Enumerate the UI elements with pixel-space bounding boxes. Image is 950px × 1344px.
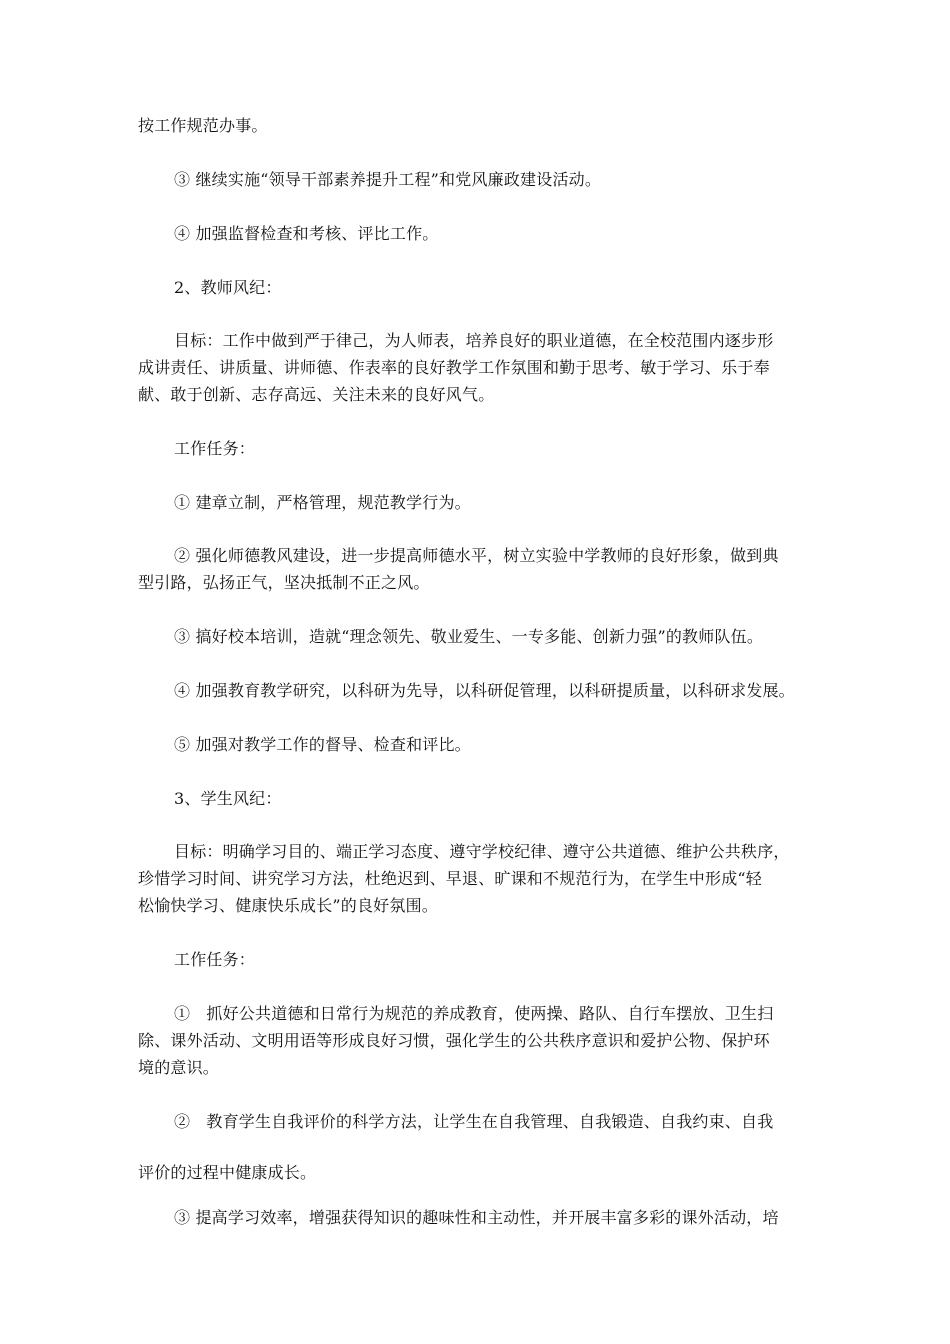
section-heading: 3、学生风纪：: [174, 789, 282, 808]
subsection-heading: 工作任务：: [174, 439, 256, 458]
text-line: 松愉快学习、健康快乐成长”的良好氛围。: [138, 896, 438, 915]
list-item: ① 抓好公共道德和日常行为规范的养成教育，使两操、路队、自行车摆放、卫生扫: [174, 1004, 774, 1023]
subsection-heading: 工作任务：: [174, 950, 256, 969]
list-item: ② 强化师德教风建设，进一步提高师德水平，树立实验中学教师的良好形象，做到典: [174, 546, 779, 565]
list-item: ① 建章立制，严格管理，规范教学行为。: [174, 493, 471, 512]
text-line: 珍惜学习时间、讲究学习方法，杜绝迟到、早退、旷课和不规范行为，在学生中形成“轻: [138, 869, 762, 888]
text-line: 除、课外活动、文明用语等形成良好习惯，强化学生的公共秩序意识和爱护公物、保护环: [138, 1031, 770, 1050]
list-item: ④ 加强监督检查和考核、评比工作。: [174, 224, 439, 243]
text-line: 评价的过程中健康成长。: [138, 1163, 317, 1182]
text-line: 境的意识。: [138, 1058, 220, 1077]
text-line: 成讲责任、讲质量、讲师德、作表率的良好教学工作氛围和勤于思考、敏于学习、乐于奉: [138, 358, 770, 377]
text-line: 目标：工作中做到严于律己，为人师表，培养良好的职业道德，在全校范围内逐步形: [174, 331, 774, 350]
text-line: 献、敢于创新、志存高远、关注未来的良好风气。: [138, 385, 495, 404]
list-item: ③ 提高学习效率，增强获得知识的趣味性和主动性，并开展丰富多彩的课外活动，培: [174, 1208, 779, 1227]
text-line: 按工作规范办事。: [138, 116, 268, 135]
list-item: ⑤ 加强对教学工作的督导、检查和评比。: [174, 735, 471, 754]
text-line: 型引路，弘扬正气，坚决抵制不正之风。: [138, 573, 430, 592]
section-heading: 2、教师风纪：: [174, 278, 282, 297]
list-item: ② 教育学生自我评价的科学方法，让学生在自我管理、自我锻造、自我约束、自我: [174, 1112, 774, 1131]
list-item: ③ 搞好校本培训，造就“理念领先、敬业爱生、一专多能、创新力强”的教师队伍。: [174, 627, 764, 646]
text-line: 目标：明确学习目的、端正学习态度、遵守学校纪律、遵守公共道德、维护公共秩序，: [174, 842, 790, 861]
list-item: ④ 加强教育教学研究，以科研为先导，以科研促管理，以科研提质量，以科研求发展。: [174, 681, 795, 700]
list-item: ③ 继续实施“领导干部素养提升工程”和党风廉政建设活动。: [174, 170, 602, 189]
